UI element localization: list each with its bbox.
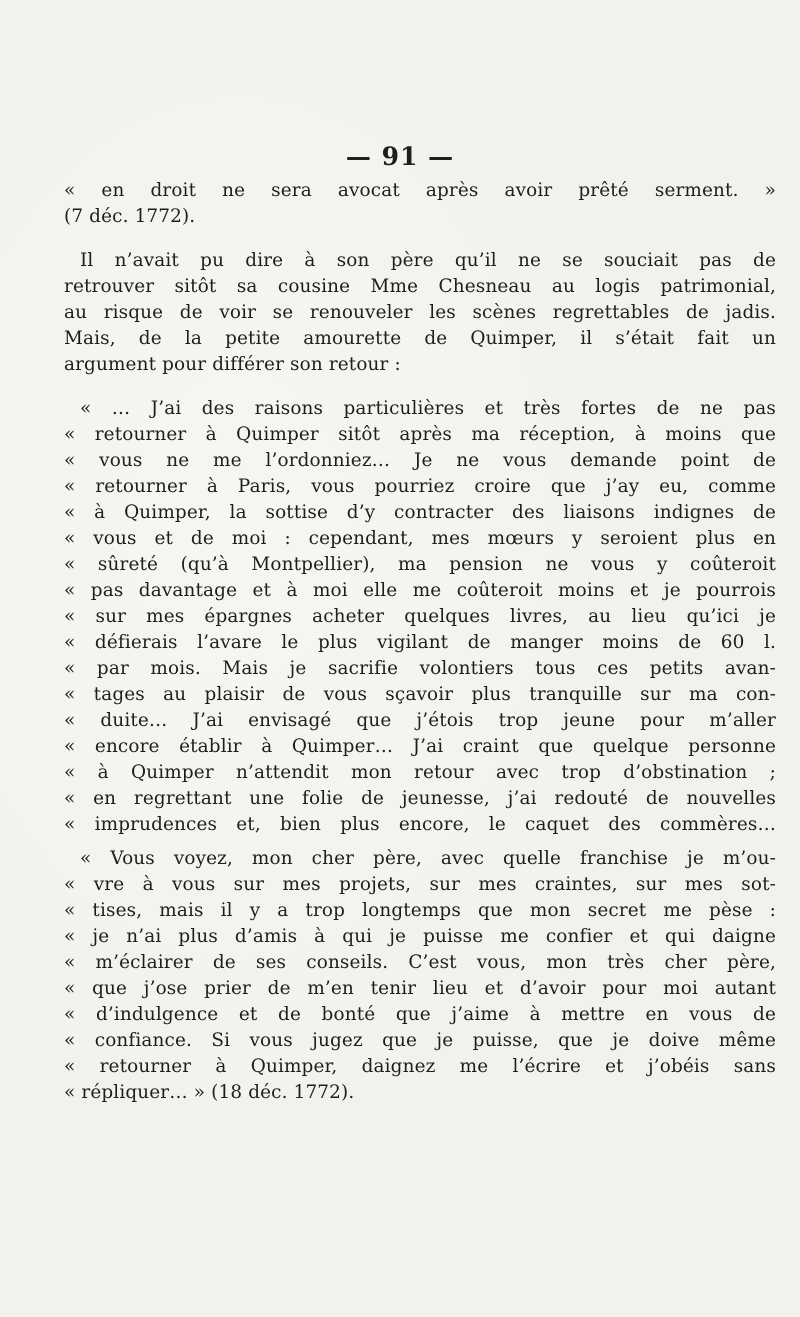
text-line: « … J’ai des raisons particulières et très fortes de ne pas [80, 398, 776, 419]
text-line: « défierais l’avare le plus vigilant de manger moins de 60 l. [64, 632, 776, 653]
text-line: « sur mes épargnes acheter quelques livres, au lieu qu’ici je [64, 606, 776, 627]
text-line: Mais, de la petite amourette de Quimper, il s’était fait un [64, 328, 776, 349]
text-line: « par mois. Mais je sacrifie volontiers tous ces petits avan- [64, 658, 776, 679]
text-line: « je n’ai plus d’amis à qui je puisse me confier et qui daigne [64, 926, 776, 947]
text-line: « sûreté (qu’à Montpellier), ma pension ne vous y coûteroit [64, 554, 776, 575]
text-line: « Vous voyez, mon cher père, avec quelle franchise je m’ou- [80, 848, 776, 869]
text-line: « à Quimper n’attendit mon retour avec trop d’obstination ; [64, 762, 776, 783]
paragraph-gap [64, 838, 776, 846]
text-line: « d’indulgence et de bonté que j’aime à mettre en vous de [64, 1004, 776, 1025]
text-line: « pas davantage et à moi elle me coûteroit moins et je pourrois [64, 580, 776, 601]
text-line: « vre à vous sur mes projets, sur mes craintes, sur mes sot- [64, 874, 776, 895]
text-line: « confiance. Si vous jugez que je puisse, que je doive même [64, 1030, 776, 1051]
text-line: Il n’avait pu dire à son père qu’il ne se souciait pas de [80, 250, 776, 271]
text-line: « en droit ne sera avocat après avoir prêté serment. » [64, 180, 776, 201]
text-line: au risque de voir se renouveler les scènes regrettables de jadis. [64, 302, 776, 323]
text-line: « tises, mais il y a trop longtemps que mon secret me pèse : [64, 900, 776, 921]
paragraph-gap [64, 230, 776, 248]
text-line: « retourner à Quimper sitôt après ma réception, à moins que [64, 424, 776, 445]
text-line: argument pour différer son retour : [64, 354, 401, 375]
text-line: « imprudences et, bien plus encore, le caquet des commères… [64, 814, 776, 835]
text-line: « retourner à Quimper, daignez me l’écrire et j’obéis sans [64, 1056, 776, 1077]
text-line: (7 déc. 1772). [64, 206, 196, 227]
text-line: « à Quimper, la sottise d’y contracter des liaisons indignes de [64, 502, 776, 523]
paragraph-gap [64, 378, 776, 396]
text-line: « tages au plaisir de vous sçavoir plus tranquille sur ma con- [64, 684, 776, 705]
body-text [64, 178, 776, 1106]
text-line: « duite… J’ai envisagé que j’étois trop jeune pour m’aller [64, 710, 776, 731]
text-line: « vous et de moi : cependant, mes mœurs y seroient plus en [64, 528, 776, 549]
text-line: « que j’ose prier de m’en tenir lieu et d’avoir pour moi autant [64, 978, 776, 999]
page-number: — 91 — [345, 142, 455, 171]
text-line: « répliquer… » (18 déc. 1772). [64, 1082, 355, 1103]
text-line: « m’éclairer de ses conseils. C’est vous, mon très cher père, [64, 952, 776, 973]
text-line: retrouver sitôt sa cousine Mme Chesneau au logis patrimonial, [64, 276, 776, 297]
text-line: « vous ne me l’ordonniez… Je ne vous demande point de [64, 450, 776, 471]
text-line: « en regrettant une folie de jeunesse, j’ai redouté de nouvelles [64, 788, 776, 809]
text-line: « encore établir à Quimper… J’ai craint que quelque personne [64, 736, 776, 757]
text-line: « retourner à Paris, vous pourriez croire que j’ay eu, comme [64, 476, 776, 497]
